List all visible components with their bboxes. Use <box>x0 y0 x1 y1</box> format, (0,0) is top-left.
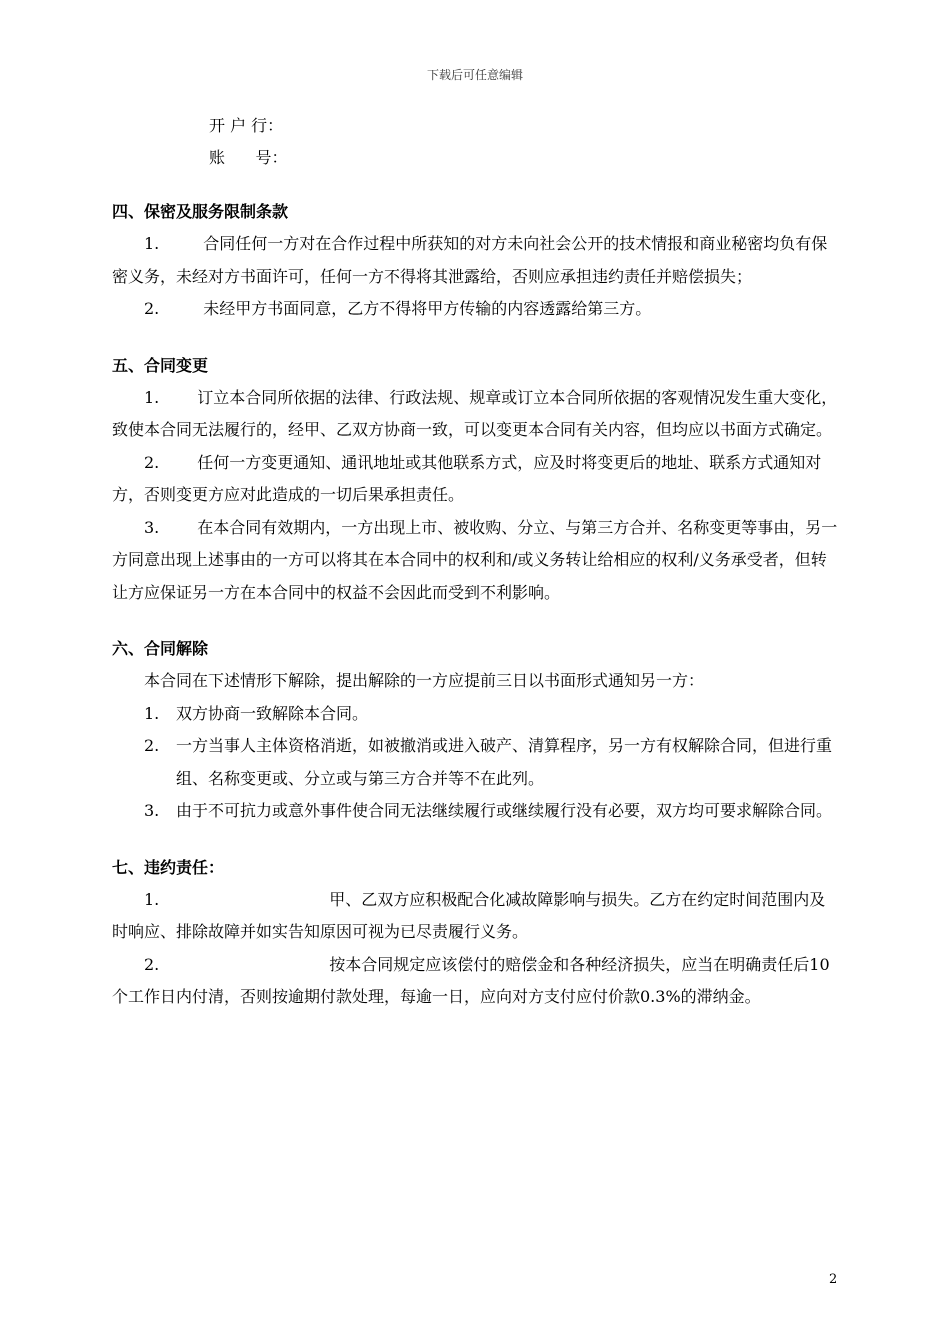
section-heading-liability: 七、违约责任： <box>112 857 225 877</box>
clause-text: 双方协商一致解除本合同。 <box>176 703 369 723</box>
clause-number: 2. <box>144 736 160 755</box>
clause-text: 甲、乙双方应积极配合化减故障影响与损失。乙方在约定时间范围内及时响应、排除故障并如实告知原因可视为已尽责履行义务。 <box>112 889 826 941</box>
clause-text: 在本合同有效期内，一方出现上市、被收购、分立、与第三方合并、名称变更等事由，另一方同意出现上述事由的一方可以将其在本合同中的权利和/或义务转让给相应的权利/义务承受者，但转让方应保证另一方在本合同中的权益不会因此而受到不利影响。 <box>112 517 838 602</box>
clause-text: 由于不可抗力或意外事件使合同无法继续履行或继续履行没有必要，双方均可要求解除合同。 <box>176 801 833 820</box>
clause-4-1 <box>112 228 838 293</box>
bank-name-field: 开 户 行： <box>209 116 284 135</box>
account-number-field: 账 号： <box>209 148 288 167</box>
clause-text: 未经甲方书面同意，乙方不得将甲方传输的内容透露给第三方。 <box>203 299 652 318</box>
page-number: 2 <box>829 1272 838 1287</box>
clause-number: 2. <box>144 299 160 318</box>
clause-number: 1. <box>144 703 160 723</box>
clause-6-3 <box>112 795 838 828</box>
clause-4-2 <box>112 293 838 326</box>
section-heading-confidentiality: 四、保密及服务限制条款 <box>112 202 289 221</box>
clause-5-2 <box>112 447 838 512</box>
clause-text: 一方当事人主体资格消逝，如被撤消或进入破产、清算程序，另一方有权解除合同，但进行重组、名称变更或、分立或与第三方合并等不在此列。 <box>176 736 833 788</box>
clause-text: 按本合同规定应该偿付的赔偿金和各种经济损失，应当在明确责任后10个工作日内付清，否则按逾期付款处理，每逾一日，应向对方支付应付价款0.3%的滞纳金。 <box>112 954 830 1006</box>
termination-intro: 本合同在下述情形下解除，提出解除的一方应提前三日以书面形式通知另一方： <box>144 671 705 690</box>
clause-6-2 <box>112 730 838 795</box>
clause-6-1 <box>112 698 838 731</box>
clause-5-3 <box>112 512 838 610</box>
clause-number: 3. <box>144 517 160 537</box>
clause-5-1 <box>112 382 838 447</box>
clause-7-1 <box>112 884 838 949</box>
clause-number: 1. <box>144 234 160 253</box>
clause-number: 3. <box>144 801 160 820</box>
clause-text: 合同任何一方对在合作过程中所获知的对方未向社会公开的技术情报和商业秘密均负有保密义务，未经对方书面许可，任何一方不得将其泄露给，否则应承担违约责任并赔偿损失； <box>112 234 828 286</box>
section-heading-contract-change: 五、合同变更 <box>112 355 209 375</box>
document-body <box>112 110 838 1014</box>
section-heading-termination: 六、合同解除 <box>112 639 209 658</box>
clause-number: 2. <box>144 452 160 472</box>
clause-text: 任何一方变更通知、通讯地址或其他联系方式，应及时将变更后的地址、联系方式通知对方，否则变更方应对此造成的一切后果承担责任。 <box>112 452 822 504</box>
clause-7-2 <box>112 949 838 1014</box>
clause-number: 2. <box>144 954 160 974</box>
clause-text: 订立本合同所依据的法律、行政法规、规章或订立本合同所依据的客观情况发生重大变化，致使本合同无法履行的，经甲、乙双方协商一致，可以变更本合同有关内容，但均应以书面方式确定。 <box>112 387 838 439</box>
clause-number: 1. <box>144 889 160 909</box>
clause-number: 1. <box>144 387 160 407</box>
page-header: 下载后可任意编辑 <box>426 68 523 82</box>
